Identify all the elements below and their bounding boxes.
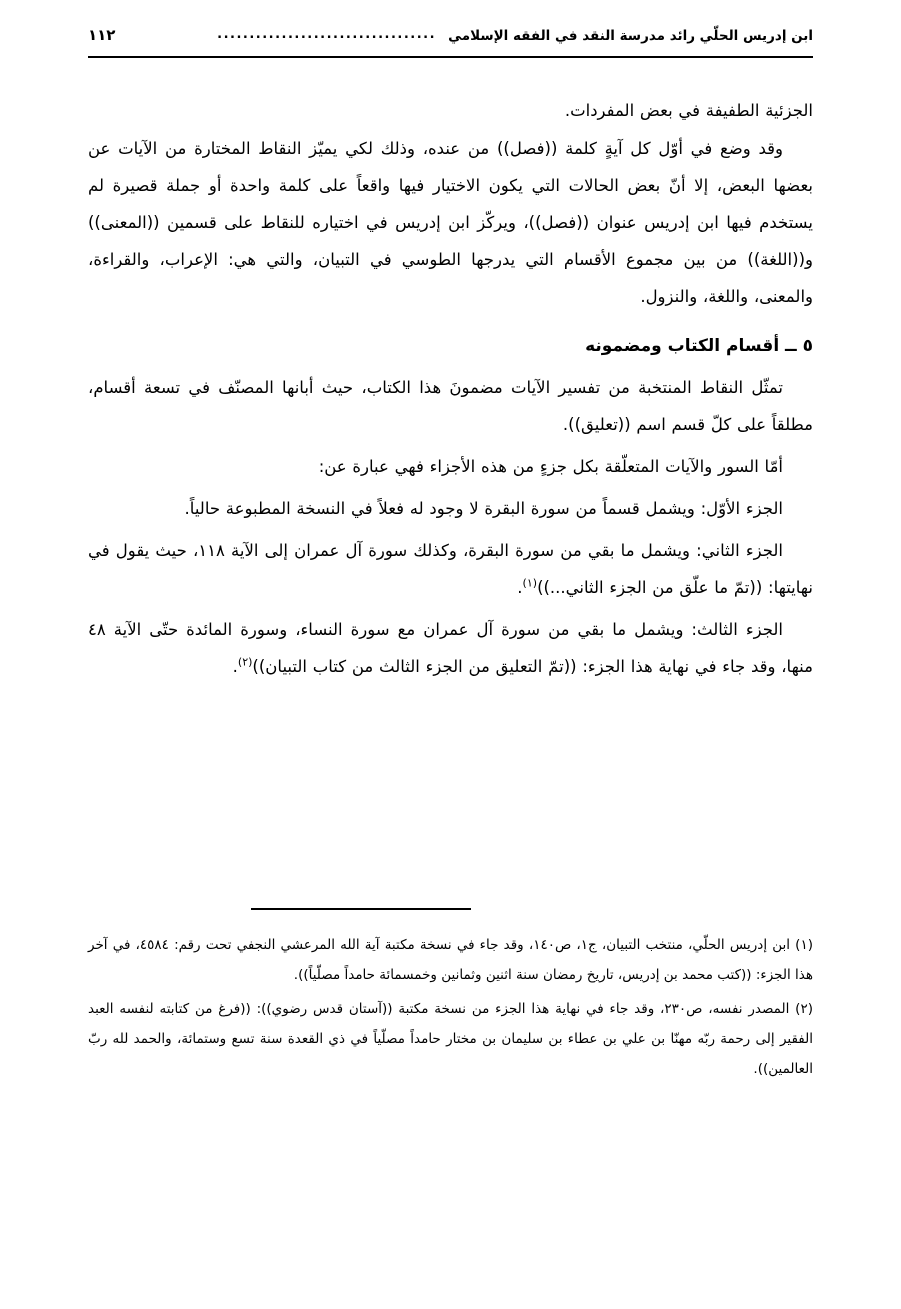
- header-row: [88, 26, 813, 44]
- paragraph-with-footnote-ref: [88, 532, 813, 606]
- paragraph: تمثّل النقاط المنتخبة من تفسير الآيات مضمونَ هذا الكتاب، حيث أبانها المصنّف في تسعة أقسام، مطلقاً على كلّ قسم اسم ((تعليق)).: [88, 378, 813, 434]
- section-heading: ٥ ــ أقسام الكتاب ومضمونه: [585, 336, 813, 356]
- header-dot-leader: ..................................: [217, 27, 437, 42]
- page-body: [88, 92, 813, 690]
- paragraph-with-footnote-ref: [88, 611, 813, 685]
- header-divider: [88, 56, 813, 58]
- footnote-text: المصدر نفسه، ص٢٣٠، وقد جاء في نهاية هذا الجزء من نسخة مكتبة ((آستان قدس رضوي)): ((فرغ من كتابته لنفسه العبد الفقير إلى رحمة ربّه مهنّا بن علي بن عطاء بن سليمان بن مختار حامداً مصلّياً في ذي القعدة سنة تسع وستمائة، والحمد لله ربّ العالمين)).: [88, 1001, 813, 1077]
- footnote-ref-2[interactable]: (٢): [237, 655, 253, 669]
- footnote-item: [88, 930, 813, 990]
- paragraph: الجزئية الطفيفة في بعض المفردات.: [564, 101, 813, 120]
- footnote-text: ابن إدريس الحلّي، منتخب التبيان، ج١، ص١٤٠، وقد جاء في نسخة مكتبة آية الله المرعشي النجفي تحت رقم: ٤٥٨٤، في آخر هذا الجزء: ((كتب محمد بن إدريس، تاريخ رمضان سنة اثنين وثمانين وخمسمائة حامداً مصلّياً)).: [88, 937, 813, 983]
- page-number: ١١٢: [88, 26, 116, 44]
- paragraph-text: الجزء الثالث: ويشمل ما بقي من سورة آل عمران مع سورة النساء، وسورة المائدة حتّى الآية ٤٨ منها، وقد جاء في نهاية هذا الجزء: ((تمّ التعليق من الجزء الثالث من كتاب التبيان)): [88, 620, 813, 676]
- sentence-period: .: [232, 657, 238, 676]
- paragraph: الجزء الأوّل: ويشمل قسماً من سورة البقرة لا وجود له فعلاً في النسخة المطبوعة حالياً.: [184, 499, 783, 518]
- paragraph: وقد وضع في أوّل كل آيةٍ كلمة ((فصل)) من عنده، وذلك لكي يميّز النقاط المختارة من الآيات عن بعضها البعض، إلا أنّ بعض الحالات التي يكون الاختيار فيها واقعاً على كلمة واحدة أو جملة قصيرة لم يستخدم فيها ابن إدريس عنوان ((فصل))، ويركّز ابن إدريس في اختياره للنقاط على قسمين ((المعنى)) و((اللغة)) من بين مجموع الأقسام التي يدرجها الطوسي في التبيان، والتي هي: الإعراب، والقراءة، والمعنى، واللغة، والنزول.: [88, 139, 813, 306]
- footnote-item: [88, 994, 813, 1084]
- book-running-title: ابن إدريس الحلّي رائد مدرسة النقد في الفقه الإسلامي: [448, 28, 813, 44]
- footnote-area: [88, 930, 813, 1088]
- footnote-marker: (٢): [795, 1001, 813, 1017]
- sentence-period: .: [517, 578, 523, 597]
- footnote-marker: (١): [795, 937, 813, 953]
- page-header: [88, 26, 813, 64]
- footnote-ref-1[interactable]: (١): [522, 576, 538, 590]
- paragraph: أمّا السور والآيات المتعلّقة بكل جزءٍ من هذه الأجزاء فهي عبارة عن:: [318, 457, 783, 476]
- footnote-divider: [251, 908, 471, 910]
- paragraph-text: الجزء الثاني: ويشمل ما بقي من سورة البقرة، وكذلك سورة آل عمران إلى الآية ١١٨، حيث يقول في نهايتها: ((تمّ ما علّق من الجزء الثاني...)): [88, 541, 813, 597]
